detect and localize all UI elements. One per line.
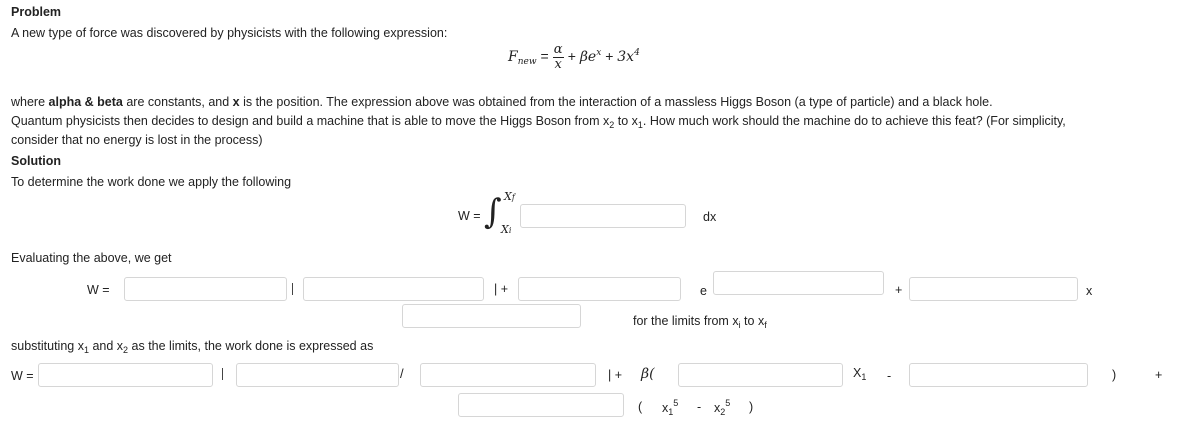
eval-input-4[interactable] bbox=[909, 277, 1078, 301]
final-minus: - bbox=[887, 369, 892, 383]
eval-w-label: W = bbox=[87, 283, 110, 297]
alpha-over-x-fraction: $\frac{\alpha}{x}$ bbox=[553, 42, 563, 72]
final-input-1[interactable] bbox=[38, 363, 213, 387]
solution-intro: To determine the work done we apply the following bbox=[11, 175, 292, 189]
final-input-2[interactable] bbox=[236, 363, 399, 387]
final-w-label: W = bbox=[11, 369, 34, 383]
final-slash: / bbox=[400, 366, 404, 381]
eval-bar-plus: | + bbox=[494, 282, 509, 296]
integrand-input[interactable] bbox=[520, 204, 686, 228]
final-x1-power: $x_1^5$ bbox=[662, 398, 679, 417]
integral-sign: ∫ bbox=[484, 192, 502, 232]
where-text: where alpha & beta are constants, and x is the position. The expression above was obtained from the interaction of a massless Higgs Boson (a type of particle) and a black hole. bbox=[11, 95, 993, 109]
eval-exponent-input[interactable] bbox=[713, 271, 884, 295]
integral-w-label: W = bbox=[458, 209, 481, 223]
beta-exp-term: $\beta e^x$ bbox=[579, 48, 602, 66]
equals-sign: = bbox=[540, 48, 549, 65]
eval-plus: + bbox=[895, 283, 903, 297]
final-minus-2: - bbox=[697, 400, 702, 414]
integral-lower-limit: Xi bbox=[501, 223, 512, 236]
plus-sign: + bbox=[567, 48, 576, 65]
substituting-text: substituting $x_1$ and $x_2$ as the limits, the work done is expressed as bbox=[11, 339, 374, 355]
question-line-2: consider that no energy is lost in the process) bbox=[11, 133, 263, 147]
question-line-1: Quantum physicists then decides to design and build a machine that is able to move the Higgs Boson from $x_2$ to $x_1$. How much work should the machine do to achieve this feat? (For simplicity, bbox=[11, 114, 1066, 130]
final-close-paren-2: ) bbox=[749, 400, 754, 414]
eval-input-3[interactable] bbox=[518, 277, 681, 301]
problem-intro: A new type of force was discovered by physicists with the following expression: bbox=[11, 26, 448, 40]
evaluating-text: Evaluating the above, we get bbox=[11, 251, 172, 265]
problem-heading: Problem bbox=[11, 5, 62, 19]
final-input-3[interactable] bbox=[420, 363, 596, 387]
final-open-paren: ( bbox=[638, 400, 643, 414]
eval-abs-bar bbox=[292, 283, 293, 295]
final-x1-label: $X_1$ bbox=[853, 366, 867, 382]
final-plus: + bbox=[1155, 368, 1163, 382]
eval-input-2[interactable] bbox=[303, 277, 484, 301]
solution-heading: Solution bbox=[11, 154, 61, 168]
force-symbol: $F_{new}$ bbox=[508, 49, 537, 68]
final-close-paren: ) bbox=[1112, 368, 1117, 382]
final-x2-power: $x_2^5$ bbox=[714, 398, 731, 417]
final-beta-open: β( bbox=[641, 366, 655, 382]
final-coefficient-input[interactable] bbox=[458, 393, 624, 417]
eval-e-label: e bbox=[700, 284, 707, 298]
limits-text: for the limits from $x_i$ to $x_f$ bbox=[633, 314, 767, 330]
poly-term: $3x^4$ bbox=[617, 48, 640, 66]
final-abs-bar bbox=[222, 368, 223, 380]
plus-sign-2: + bbox=[605, 48, 614, 65]
force-equation bbox=[508, 43, 640, 72]
final-bar-plus: | + bbox=[608, 368, 623, 382]
eval-x-label: x bbox=[1086, 284, 1093, 298]
eval-input-1[interactable] bbox=[124, 277, 287, 301]
eval-denominator-input[interactable] bbox=[402, 304, 581, 328]
dx-label: dx bbox=[703, 210, 717, 224]
final-input-4[interactable] bbox=[678, 363, 843, 387]
final-input-5[interactable] bbox=[909, 363, 1088, 387]
integral-upper-limit: Xf bbox=[504, 190, 515, 203]
